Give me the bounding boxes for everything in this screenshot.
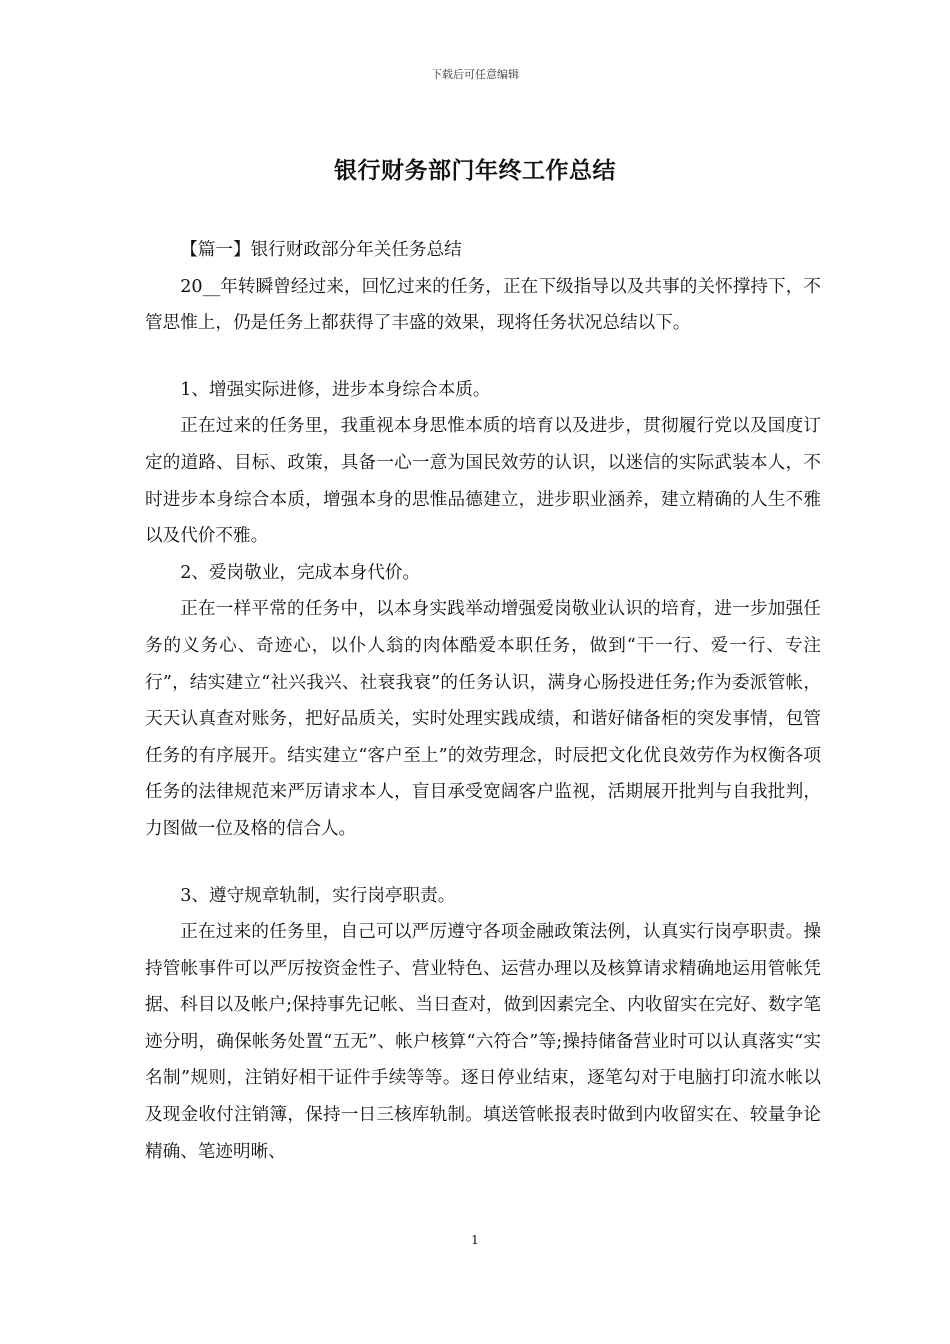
subheading-2: 2、爱岗敬业，完成本身代价。 — [180, 562, 421, 583]
paragraph-intro: 20__年转瞬曾经过来，回忆过来的任务，正在下级指导以及共事的关怀撑持下，不管思惟上，仍是任务上都获得了丰盛的效果，现将任务状况总结以下。 — [145, 276, 821, 334]
header-note: 下载后可任意编辑 — [431, 68, 519, 81]
section-heading: 【篇一】银行财政部分年关任务总结 — [180, 240, 462, 260]
subheading-3: 3、遵守规章轨制，实行岗亭职责。 — [180, 885, 456, 906]
paragraph-3: 正在过来的任务里，自己可以严厉遵守各项金融政策法例，认真实行岗亭职责。操持管帐事件可以严厉按资金性子、营业特色、运营办理以及核算请求精确地运用管帐凭据、科目以及帐户;保持事先记帐、当日查对，做到因素完全、内收留实在完好、数字笔迹分明，确保帐务处置“五无”、帐户核算“六符合”等;操持储备营业时可以认真落实“实名制”规则，注销好相干证件手续等等。逐日停业结束，逐笔勾对于电脑打印流水帐以及现金收付注销簿，保持一日三核库轨制。填送管帐报表时做到内收留实在、较量争论精确、笔迹明晰、 — [145, 922, 821, 1162]
document-body — [145, 232, 821, 1170]
paragraph-2: 正在一样平常的任务中，以本身实践举动增强爱岗敬业认识的培育，进一步加强任务的义务心、奇迹心，以仆人翁的肉体酷爱本职任务，做到“干一行、爱一行、专注行”，结实建立“社兴我兴、社衰我衰”的任务认识，满身心肠投进任务;作为委派管帐，天天认真查对账务，把好品质关，实时处理实践成绩，和谐好储备柜的突发事情，包管任务的有序展开。结实建立“客户至上”的效劳理念，时辰把文化优良效劳作为权衡各项任务的法律规范来严厉请求本人，盲目承受宽阔客户监视，活期展开批判与自我批判，力图做一位及格的信合人。 — [145, 599, 821, 839]
page-number: 1 — [471, 1233, 479, 1247]
document-title: 银行财务部门年终工作总结 — [334, 157, 616, 184]
paragraph-1: 正在过来的任务里，我重视本身思惟本质的培育以及进步，贯彻履行党以及国度订定的道路、目标、政策，具备一心一意为国民效劳的认识，以迷信的实际武装本人，不时进步本身综合本质，增强本身的思惟品德建立，进步职业涵养，建立精确的人生不雅以及代价不雅。 — [145, 416, 821, 547]
paragraph-spacer — [145, 848, 821, 878]
paragraph-spacer — [145, 342, 821, 372]
subheading-1: 1、增强实际进修，进步本身综合本质。 — [180, 379, 491, 400]
